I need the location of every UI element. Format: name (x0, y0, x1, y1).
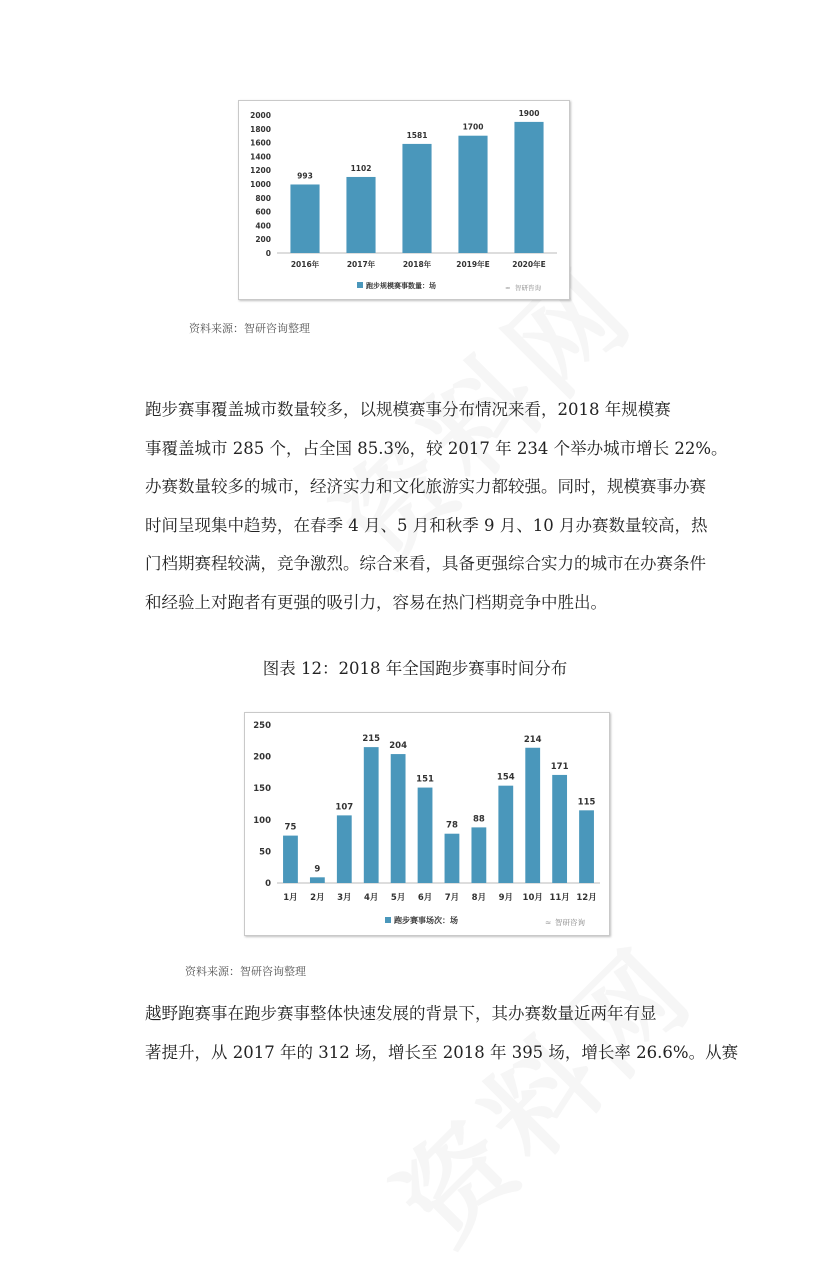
x-tick-label: 9月 (498, 893, 514, 903)
data-label: 75 (284, 822, 297, 833)
annual-races-chart (238, 100, 570, 300)
chart2-source-note: 资料来源：智研咨询整理 (185, 965, 306, 978)
y-tick-label: 150 (253, 784, 271, 795)
y-tick-label: 0 (265, 879, 271, 889)
y-tick-label: 1800 (250, 124, 271, 134)
x-tick-label: 2017年 (346, 260, 376, 269)
bar (364, 747, 379, 883)
y-tick-label: 400 (255, 221, 271, 231)
data-label: 1102 (350, 163, 372, 173)
monthly-races-chart-svg (245, 713, 609, 935)
data-label: 9 (314, 864, 321, 875)
bar (445, 834, 460, 883)
x-tick-label: 4月 (363, 893, 379, 903)
bar (391, 754, 406, 883)
data-label: 993 (297, 171, 313, 181)
data-label: 171 (550, 761, 569, 772)
bar (402, 144, 431, 253)
data-label: 154 (496, 772, 515, 783)
y-tick-label: 250 (253, 721, 271, 731)
bar (552, 775, 567, 883)
paragraph-trail-running (145, 995, 739, 1072)
x-tick-label: 2018年 (402, 260, 432, 269)
monthly-races-chart (244, 712, 610, 936)
paragraph-line: 跑步赛事覆盖城市数量较多，以规模赛事分布情况来看，2018 年规模赛 (145, 400, 671, 419)
bar (498, 786, 513, 883)
x-tick-label: 5月 (390, 893, 406, 903)
data-label: 78 (446, 820, 458, 831)
paragraph-line: 办赛数量较多的城市，经济实力和文化旅游实力都较强。同时，规模赛事办赛 (145, 477, 706, 496)
chart1-source-note: 资料来源：智研咨询整理 (189, 322, 310, 335)
logo-icon: ≈ (545, 918, 552, 927)
x-tick-label: 12月 (576, 893, 597, 903)
logo-text: 智研咨询 (555, 918, 585, 927)
paragraph-line: 著提升，从 2017 年的 312 场，增长至 2018 年 395 场，增长率 26.6%。从赛 (145, 1042, 739, 1062)
paragraph-line: 事覆盖城市 285 个，占全国 85.3%，较 2017 年 234 个举办城市增长 22%。 (145, 438, 728, 458)
data-label: 115 (577, 797, 596, 808)
watermark (357, 906, 723, 1272)
legend-swatch (385, 917, 391, 923)
x-tick-label: 8月 (471, 893, 487, 903)
legend-label: 跑步赛事场次：场 (394, 916, 458, 925)
logo-icon: ≈ (505, 284, 511, 292)
x-tick-label: 10月 (522, 893, 543, 903)
y-tick-label: 2000 (250, 111, 271, 120)
y-tick-label: 1000 (250, 180, 271, 189)
y-tick-label: 800 (255, 193, 271, 203)
bar (310, 877, 325, 883)
legend-swatch (357, 282, 363, 288)
bar (471, 827, 486, 883)
bar (418, 788, 433, 883)
figure-caption: 图表 12：2018 年全国跑步赛事时间分布 (262, 659, 568, 678)
x-tick-label: 6月 (417, 893, 433, 903)
bar (579, 810, 594, 883)
data-label: 1900 (518, 108, 540, 118)
x-tick-label: 1月 (283, 893, 298, 903)
bar (290, 184, 319, 253)
bar (346, 177, 375, 253)
x-tick-label: 2020年E (512, 260, 546, 269)
data-label: 151 (416, 774, 434, 785)
bar (283, 836, 298, 883)
data-label: 215 (362, 734, 381, 745)
bar (458, 136, 487, 253)
paragraph-city-coverage (145, 391, 728, 622)
data-label: 107 (335, 802, 354, 813)
y-tick-label: 100 (253, 815, 271, 826)
logo-text: 智研咨询 (515, 284, 541, 292)
data-label: 1581 (406, 130, 428, 140)
y-tick-label: 200 (255, 235, 271, 245)
x-tick-label: 11月 (549, 893, 570, 903)
x-tick-label: 2019年E (456, 260, 490, 269)
data-label: 1700 (462, 122, 484, 132)
y-tick-label: 1600 (250, 138, 271, 148)
annual-races-chart-svg (239, 101, 569, 299)
x-tick-label: 7月 (444, 893, 460, 903)
paragraph-line: 和经验上对跑者有更强的吸引力，容易在热门档期竞争中胜出。 (145, 592, 607, 612)
x-tick-label: 2月 (310, 893, 325, 903)
y-tick-label: 0 (265, 249, 271, 258)
data-label: 204 (389, 741, 407, 752)
y-tick-label: 1200 (250, 166, 271, 176)
paragraph-line: 门档期赛程较满，竞争激烈。综合来看，具备更强综合实力的城市在办赛条件 (145, 554, 706, 573)
legend-label: 跑步规模赛事数量：场 (366, 282, 436, 290)
y-tick-label: 50 (259, 847, 271, 858)
bar (525, 748, 540, 883)
data-label: 88 (472, 814, 485, 825)
data-label: 214 (523, 734, 542, 745)
bar (337, 815, 352, 883)
paragraph-line: 越野跑赛事在跑步赛事整体快速发展的背景下，其办赛数量近两年有显 (145, 1004, 657, 1023)
y-tick-label: 1400 (250, 152, 271, 162)
y-tick-label: 200 (253, 752, 271, 763)
x-tick-label: 3月 (337, 893, 352, 903)
paragraph-line: 时间呈现集中趋势，在春季 4 月、5 月和秋季 9 月、10 月办赛数量较高，热 (145, 515, 708, 535)
bar (514, 122, 543, 253)
x-tick-label: 2016年 (290, 260, 320, 269)
y-tick-label: 600 (255, 207, 271, 217)
